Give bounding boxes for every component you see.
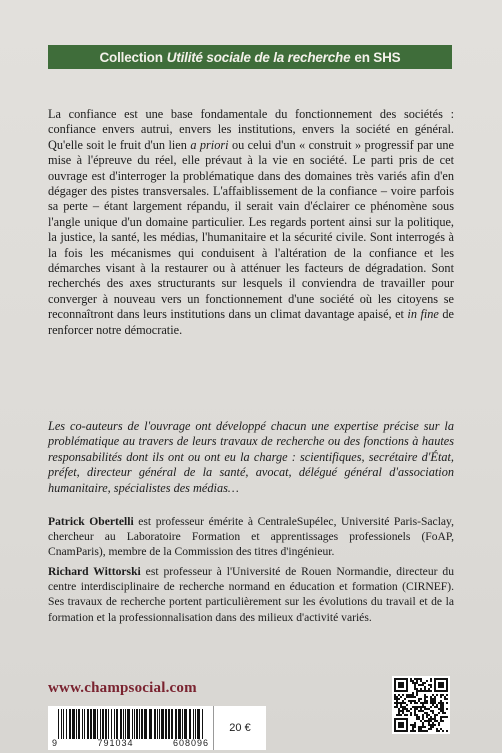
- summary-italic-2: in fine: [407, 307, 439, 322]
- summary-paragraph: [48, 107, 454, 338]
- summary-italic-1: a priori: [190, 137, 229, 152]
- author-description: est professeur à l'Université de Rouen Normandie, directeur du centre interdisciplinaire de recherche normand en éducation et formation (CIRNEF). Ses travaux de recherche portent particulièrement sur les évolutions du travail et de la formation et la professionnalisation dans des milieux d'activité variés.: [48, 565, 455, 624]
- barcode-bars-icon: [56, 709, 206, 739]
- author-bio-obertelli: [48, 514, 454, 560]
- price-label: 20 €: [213, 706, 266, 750]
- coauthors-paragraph: Les co-auteurs de l'ouvrage ont développé chacun une expertise précise sur la problématique au travers de leurs travaux de recherche ou des fonctions à hautes responsabilités dont ils ont ou ont eu la charge : scientifiques, secrétaire d'État, préfet, directeur général de la santé, avocat, délégué général d'association humanitaire, spécialistes des médias…: [48, 419, 454, 495]
- author-name: Richard Wittorski: [48, 565, 141, 578]
- isbn-barcode: [48, 706, 213, 750]
- collection-banner: [48, 45, 452, 69]
- banner-prefix: Collection: [99, 49, 163, 65]
- banner-suffix: en SHS: [354, 49, 401, 65]
- summary-part-1: La confiance est une base fondamentale du fonctionnement des sociétés : confiance envers autrui, envers les institutions, envers la société en général. Qu'elle soit le fruit d'un lien: [48, 107, 454, 152]
- barcode-digits-right: 608096: [172, 738, 209, 748]
- author-bio-wittorski: [48, 564, 454, 625]
- summary-part-2: ou celui d'un « construit » progressif par une mise à l'épreuve du réel, elle prévaut à la vie en société. Le parti pris de cet ouvrage est d'interroger la problématique dans des domaines très variés afin d'en dégager des pistes transversales. L'affaiblissement de la confiance – voire parfois sa perte – étant largement répandu, il serait vain d'éclairer ce phénomène sous l'angle unique d'un domaine particulier. Les regards portent ainsi sur la politique, la justice, la santé, les médias, l'humanitaire et la sécurité civile. Sont interrogés à la fois les mécanismes qui conduisent à l'altération de la confiance et les démarches visant à la restaurer ou à atténuer les facteurs de dégradation. Sont recherchés des axes structurants sur lesquels il conviendra de travailler pour converger à nouveau vers un fonctionnement d'une société où les citoyens se reconnaîtront dans leurs institutions dans un climat davantage apaisé, et: [48, 137, 454, 322]
- author-name: Patrick Obertelli: [48, 515, 134, 528]
- author-description: est professeur émérite à CentraleSupélec, Université Paris-Saclay, chercheur au Laboratoire Formation et apprentissages professionels (FoAP, CnamParis), membre de la Commission des titres d'ingénieur.: [48, 515, 454, 559]
- barcode-digit-lead: 9: [52, 738, 59, 748]
- summary-text: [48, 107, 454, 338]
- barcode-digits: [48, 738, 213, 748]
- barcode-digits-left: 791034: [97, 738, 134, 748]
- banner-italic: Utilité sociale de la recherche: [166, 49, 351, 65]
- summary-part-3: de renforcer notre démocratie.: [48, 307, 454, 337]
- qr-code-icon: [392, 676, 450, 734]
- publisher-website[interactable]: www.champsocial.com: [48, 680, 197, 696]
